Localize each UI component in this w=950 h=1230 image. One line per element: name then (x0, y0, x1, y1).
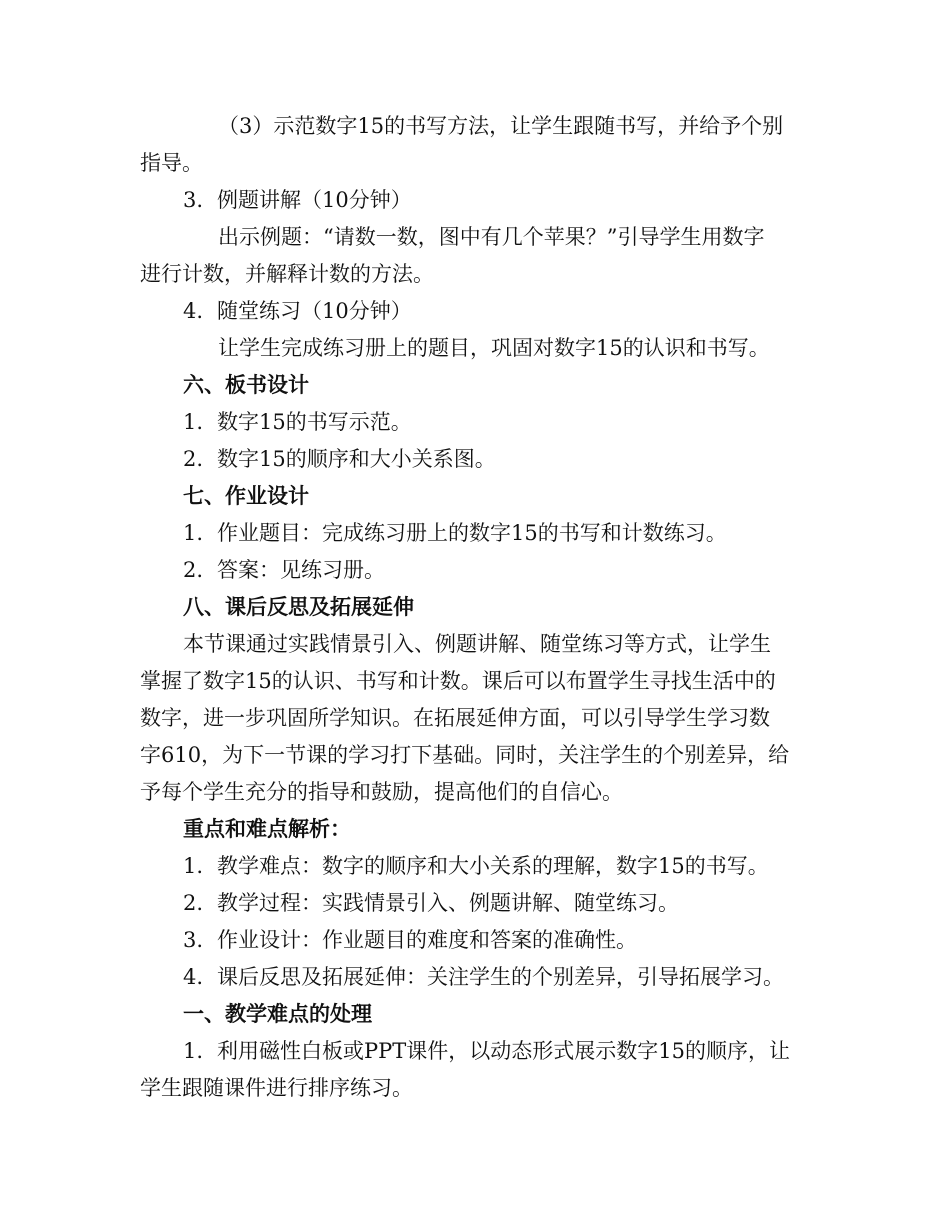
list-number: 1. (183, 521, 204, 545)
section-heading: 七、作业设计 (183, 483, 309, 508)
list-text: 答案：见练习册。 (217, 558, 385, 582)
list-text: 教学难点：数字的顺序和大小关系的理解，数字15的书写。 (217, 854, 769, 878)
list-text: 数字15的顺序和大小关系图。 (217, 447, 496, 471)
paragraph-line: 掌握了数字15的认识、书写和计数。课后可以布置学生寻找生活中的 (140, 669, 776, 693)
list-item (183, 299, 863, 323)
list-text: 例题讲解（10分钟） (217, 188, 412, 212)
list-item (183, 1039, 863, 1063)
list-item (183, 928, 863, 952)
paragraph-line: 本节课通过实践情景引入、例题讲解、随堂练习等方式，让学生 (183, 632, 771, 656)
section-heading: 八、课后反思及拓展延伸 (183, 594, 414, 619)
paragraph-line: 进行计数，并解释计数的方法。 (140, 262, 434, 286)
paragraph-line: （3）示范数字15的书写方法，让学生跟随书写，并给予个别 (218, 114, 784, 138)
paragraph-line: 指导。 (140, 151, 203, 175)
list-text: 数字15的书写示范。 (217, 410, 412, 434)
section-heading: 六、板书设计 (183, 372, 309, 397)
list-number: 2. (183, 891, 204, 915)
paragraph-line: 出示例题：“请数一数，图中有几个苹果？”引导学生用数字 (218, 225, 765, 249)
list-number: 4. (183, 965, 204, 989)
list-number: 2. (183, 447, 204, 471)
list-number: 1. (183, 410, 204, 434)
list-number: 2. (183, 558, 204, 582)
list-number: 1. (183, 1039, 204, 1063)
list-number: 3. (183, 928, 204, 952)
list-item (183, 410, 863, 434)
list-text: 随堂练习（10分钟） (217, 299, 412, 323)
list-number: 1. (183, 854, 204, 878)
list-item (183, 188, 863, 212)
paragraph-line: 予每个学生充分的指导和鼓励，提高他们的自信心。 (140, 780, 623, 804)
list-number: 3. (183, 188, 204, 212)
list-item (183, 891, 863, 915)
section-heading: 重点和难点解析： (183, 816, 351, 841)
list-number: 4. (183, 299, 204, 323)
paragraph-line: 让学生完成练习册上的题目，巩固对数字15的认识和书写。 (218, 336, 770, 360)
list-text: 教学过程：实践情景引入、例题讲解、随堂练习。 (217, 891, 679, 915)
list-item (183, 447, 863, 471)
list-text: 利用磁性白板或PPT课件，以动态形式展示数字15的顺序，让 (217, 1039, 790, 1063)
list-text: 作业设计：作业题目的难度和答案的准确性。 (217, 928, 637, 952)
list-item (183, 854, 863, 878)
paragraph-line: 学生跟随课件进行排序练习。 (140, 1076, 413, 1100)
section-heading: 一、教学难点的处理 (183, 1001, 372, 1026)
list-item (183, 521, 863, 545)
list-item (183, 965, 863, 989)
paragraph-line: 数字，进一步巩固所学知识。在拓展延伸方面，可以引导学生学习数 (140, 706, 770, 730)
list-text: 作业题目：完成练习册上的数字15的书写和计数练习。 (217, 521, 727, 545)
paragraph-line: 字610，为下一节课的学习打下基础。同时，关注学生的个别差异，给 (140, 743, 790, 767)
list-item (183, 558, 863, 582)
list-text: 课后反思及拓展延伸：关注学生的个别差异，引导拓展学习。 (217, 965, 784, 989)
